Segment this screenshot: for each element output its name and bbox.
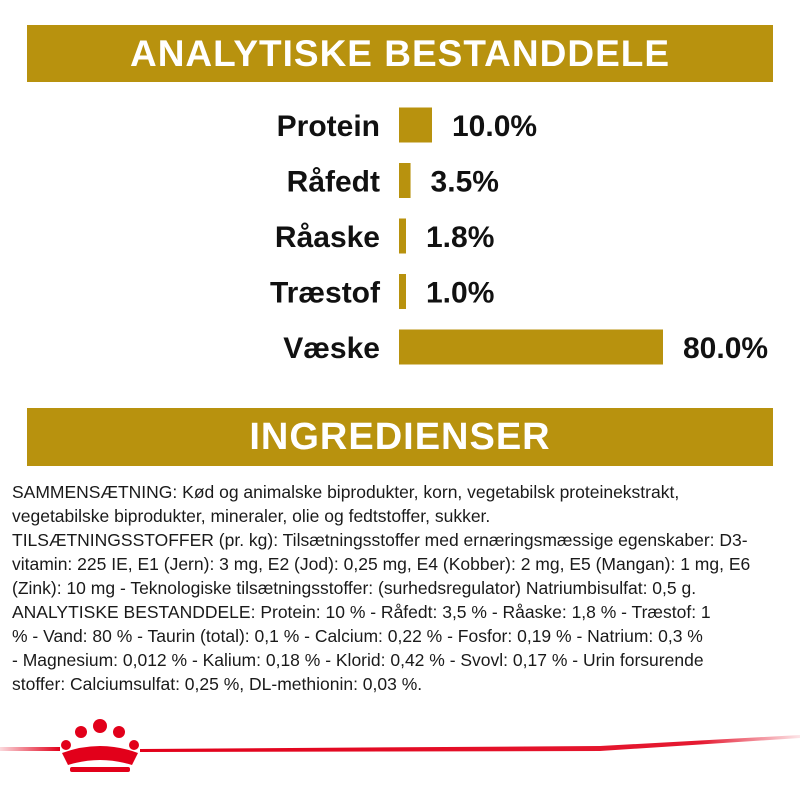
analysis-banner [27,25,773,82]
bar [399,330,663,365]
bar [399,163,411,198]
analysis-banner-title: ANALYTISKE BESTANDDELE [129,32,671,74]
bar-category-label: Væske [283,332,380,365]
bar-value-label: 1.0% [426,276,495,310]
bar-category-label: Råaske [274,221,380,254]
footer-line-left [0,747,60,751]
ingredients-banner [27,408,773,466]
analysis-bar-chart [0,90,800,380]
bar-category-label: Råfedt [286,165,380,199]
bar-category-label: Træstof [269,276,380,310]
bar [399,219,406,254]
ingredients-text: SAMMENSÆTNING: Kød og animalske biprodukter, korn, vegetabilsk proteinekstrakt, vegetabilske biprodukter, mineraler, olie og fedtstoffer, sukker. TILSÆTNINGSSTOFFER (pr. kg): Tilsætningsstoffer med ernæringsmæssige egenskaber: D3- vitamin: 225 IE, E1 (Jern): 3 mg, E2 (Jod): 0,25 mg, E4 (Kobber): 2 mg, E5 (Mangan): 1 mg, E6 (Zink): 10 mg - Teknologiske tilsætningsstoffer: (surhedsregulator) Natriumbisulfat: 0,5 g. ANALYTISKE BESTANDDELE: Protein: 10 % - Råfedt: 3,5 % - Råaske: 1,8 % - Træstof: 1 % - Vand: 80 % - Taurin (total): 0,1 % - Calcium: 0,22 % - Fosfor: 0,19 % - Natrium: 0,3 % - Magnesium: 0,012 % - Kalium: 0,18 % - Klorid: 0,42 % - Svovl: 0,17 % - Urin forsurende stoffer: Calciumsulfat: 0,25 %, DL-methionin: 0,03 %. [12,482,751,694]
bar-value-label: 80.0% [683,332,769,365]
ingredients-banner-title: INGREDIENSER [249,415,551,458]
bar-value-label: 1.8% [426,221,495,254]
crown-icon [61,719,139,772]
bar [399,108,432,143]
bar [399,274,406,309]
footer-brand-strip [0,715,800,800]
bar-value-label: 10.0% [452,110,538,143]
bar-value-label: 3.5% [430,165,499,199]
footer-line-right [140,735,800,752]
bar-category-label: Protein [276,110,380,143]
